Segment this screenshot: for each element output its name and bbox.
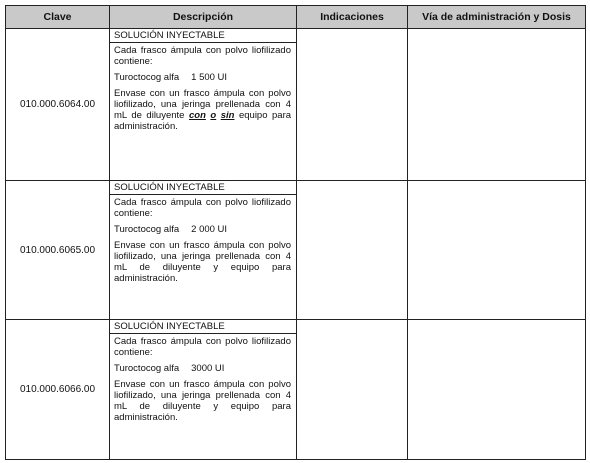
clave-cell: 010.000.6064.00 bbox=[6, 29, 110, 181]
presentacion-part-b: equipo para administración. bbox=[114, 110, 292, 132]
via-dosis-cell bbox=[408, 29, 586, 181]
contenido-text: Cada frasco ámpula con polvo liofilizado contiene: bbox=[114, 197, 291, 219]
farmaco-dosis: 1 500 UI bbox=[191, 72, 228, 83]
indicaciones-cell bbox=[297, 320, 408, 460]
via-dosis-cell bbox=[408, 320, 586, 460]
farmaco-name: Turoctocog alfa bbox=[114, 224, 180, 235]
header-descripcion: Descripción bbox=[110, 6, 297, 29]
farmaco-dosis: 2 000 UI bbox=[191, 224, 228, 235]
table-row bbox=[6, 181, 586, 320]
forma-farmaceutica: SOLUCIÓN INYECTABLE bbox=[110, 181, 296, 195]
header-clave: Clave bbox=[6, 6, 110, 29]
presentacion-text: Envase con un frasco ámpula con polvo liofilizado, una jeringa prellenada con 4 mL de diluyente y equipo para administración. bbox=[114, 379, 291, 423]
forma-farmaceutica: SOLUCIÓN INYECTABLE bbox=[110, 29, 296, 43]
descripcion-cell bbox=[110, 181, 297, 320]
header-indicaciones: Indicaciones bbox=[297, 6, 408, 29]
con-word: con bbox=[188, 110, 206, 121]
contenido-text: Cada frasco ámpula con polvo liofilizado contiene: bbox=[114, 45, 291, 67]
farmaco-dosis: 3000 UI bbox=[191, 363, 225, 374]
table-header-row bbox=[6, 6, 586, 29]
forma-farmaceutica: SOLUCIÓN INYECTABLE bbox=[110, 320, 296, 334]
table-row bbox=[6, 320, 586, 460]
farmaco-name: Turoctocog alfa bbox=[114, 72, 180, 83]
medication-table bbox=[5, 5, 586, 460]
descripcion-cell bbox=[110, 320, 297, 460]
concentracion bbox=[110, 70, 296, 86]
contenido-text: Cada frasco ámpula con polvo liofilizado contiene: bbox=[114, 336, 291, 358]
descripcion-cell bbox=[110, 29, 297, 181]
sin-word: sin bbox=[220, 110, 235, 121]
header-via-dosis: Vía de administración y Dosis bbox=[408, 6, 586, 29]
via-dosis-cell bbox=[408, 181, 586, 320]
indicaciones-cell bbox=[297, 181, 408, 320]
concentracion bbox=[110, 222, 296, 238]
presentacion-text bbox=[110, 86, 296, 135]
clave-cell: 010.000.6065.00 bbox=[6, 181, 110, 320]
concentracion bbox=[110, 361, 296, 377]
o-word: o bbox=[210, 110, 217, 121]
table-row bbox=[6, 29, 586, 181]
farmaco-name: Turoctocog alfa bbox=[114, 363, 180, 374]
indicaciones-cell bbox=[297, 29, 408, 181]
presentacion-text: Envase con un frasco ámpula con polvo liofilizado, una jeringa prellenada con 4 mL de diluyente y equipo para administración. bbox=[114, 240, 291, 284]
clave-cell: 010.000.6066.00 bbox=[6, 320, 110, 460]
presentacion-part-a: Envase con un frasco ámpula con polvo liofilizado, una jeringa prellenada con 4 mL de diluyente bbox=[114, 88, 291, 121]
